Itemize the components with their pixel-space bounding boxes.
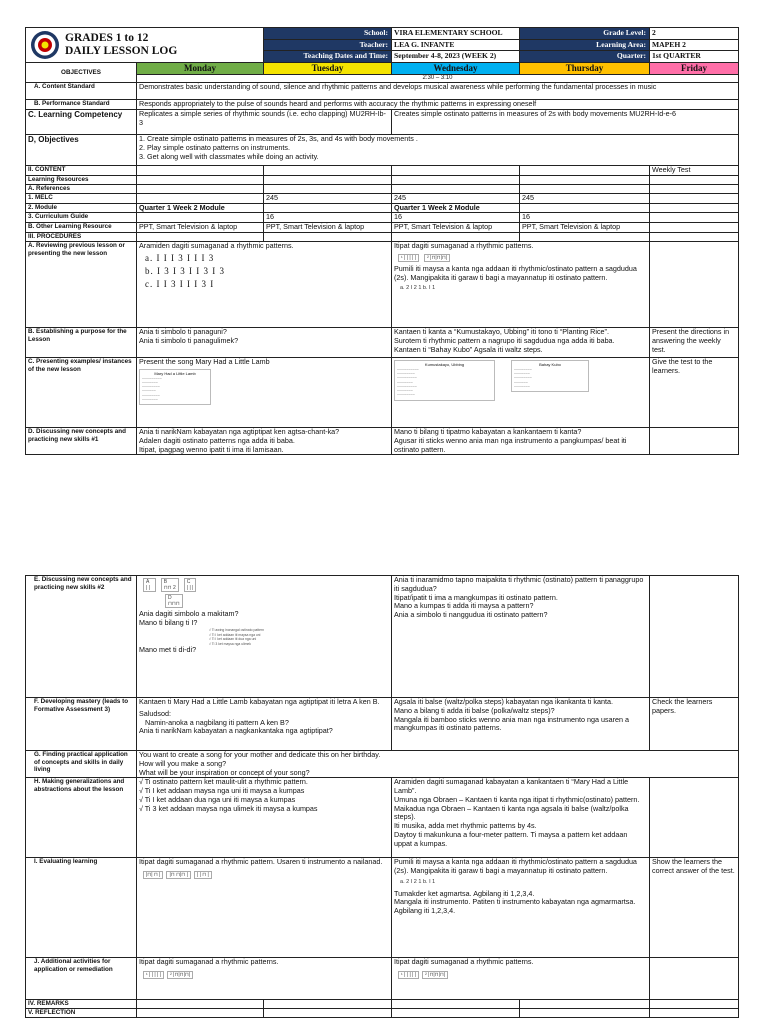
content-standard-text: Demonstrates basic understanding of sound, silence and rhythmic patterns and develops musical awareness while performing the fundamental processes in music — [137, 83, 739, 100]
melc-thursday: 245 — [520, 193, 650, 203]
day-thursday: Thursday — [520, 63, 650, 75]
reviewing-instruction: Aramiden dagiti sumaganad a rhythmic patterns. — [139, 241, 294, 250]
label-mastery: F. Developing mastery (leads to Formative Assessment 3) — [26, 698, 137, 751]
log-title-line2: DAILY LESSON LOG — [65, 45, 178, 57]
mastery-saludsod: Saludsod: — [139, 708, 171, 718]
discussing2-wed-thu: Ania ti inaramidmo tapno maipakita ti rhythmic (ostinato) pattern ti panaggrupo iti sagdudua? Itipat/ipatit ti ima a mangkumpas iti ostinato pattern. Mano a kumpas ti adda iti maysa a pattern? Ania a simbolo ti nanggudua iti ostinato pattern? — [392, 576, 650, 698]
presenting-mon-tue — [137, 357, 392, 427]
teacher-value: LEA G. INFANTE — [392, 39, 520, 51]
generalizations-wed-thu: Aramiden dagiti sumaganad kabayatan a kankantaen ti “Mary Had a Little Lamb”. Umuna nga Obraen – Kantaen ti kanta nga itipat ti rhythmic(ostinato) pattern. Maikadua nga Obraen – Kantaen ti kanta nga agsala iti balse (waltz/polka steps). Iti musika, adda met rhythmic patterns by 4s. Daytoy ti makunkuna a four-meter pattern. Ti maysa a pattern ket addaan uppat a kumpas. — [392, 778, 650, 858]
other-monday: PPT, Smart Television & laptop — [137, 223, 264, 233]
reviewing-mon-tue — [137, 241, 392, 327]
day-monday: Monday — [137, 63, 264, 75]
dll-page-1 — [25, 27, 738, 455]
rhythm-notation: a. 2 I 2 1 b. I 1 — [400, 285, 436, 292]
pattern-b: b. I 3 I 3 I I 3 I 3 — [145, 265, 225, 276]
presenting-friday: Give the test to the learners. — [650, 357, 739, 427]
quarter-label: Quarter: — [520, 51, 650, 63]
discussing2-questions: Ania dagiti simbolo a makitam? Mano ti bilang ti I? — [139, 609, 239, 628]
purpose-mon-tue: Ania ti simbolo ti panaguni? Ania ti simbolo ti panagulimek? — [137, 327, 392, 357]
time-slot: 2:30 – 3:10 — [137, 74, 739, 82]
evaluating-wed-thu — [392, 858, 650, 958]
pattern-a: a. I I I 3 I I I 3 — [145, 252, 215, 263]
area-value: MAPEH 2 — [650, 39, 739, 51]
objective-3: 3. Get along well with classmates while doing an activity. — [139, 151, 319, 161]
day-tuesday: Tuesday — [264, 63, 392, 75]
label-discussing-2: E. Discussing new concepts and practicing new skills #2 — [26, 576, 137, 698]
additional-instruction-b: Itipat dagiti sumaganad a rhythmic patterns. — [394, 957, 534, 967]
label-reflection: V. REFLECTION — [26, 1009, 137, 1018]
mastery-mon-tue — [137, 698, 392, 751]
competency-a: Replicates a simple series of rhythmic sounds (i.e. echo clapping) MU2RH-Ib-3 — [137, 110, 392, 135]
evaluating-rhythm-notation: a. 2 I 2 1 b. I 1 — [400, 878, 436, 885]
label-curriculum-guide: 3. Curriculum Guide — [26, 213, 137, 223]
generalization-2: √ Ti I ket addaan maysa nga uni iti maysa a kumpas — [139, 786, 305, 796]
label-discussing-1: D. Discussing new concepts and practicing new skills #1 — [26, 427, 137, 454]
discussing1-wed-thu: Mano ti bilang ti tipatmo kabayatan a kankantaem ti kanta? Agusar iti sticks wenno ania man nga instrumento a pangkumpas/ beat iti ostinato pattern. — [392, 427, 650, 454]
generalization-4: √ Ti 3 ket addaan maysa nga ulimek iti maysa a kumpas — [139, 803, 318, 813]
objective-2: 2. Play simple ostinato patterns on instruments. — [139, 142, 291, 152]
reviewing-wed-thu — [392, 241, 650, 327]
log-title-cell — [26, 28, 264, 63]
module-wednesday: Quarter 1 Week 2 Module — [392, 203, 520, 213]
discussing2-notes-image: √ Ti awing incnangal ostinato pattern √ Ti I ket addaan iti maysa nga uni √ Ti I ket addaan iti dua nga uni √ Ti 3 ket maysa nga ulimek — [209, 627, 265, 646]
teacher-label: Teacher: — [264, 39, 392, 51]
area-label: Learning Area: — [520, 39, 650, 51]
additional-instruction-a: Itipat dagiti sumaganad a rhythmic patterns. — [139, 957, 279, 967]
rhythm-box-2: ² |⊓|⊓|⊓| — [424, 254, 450, 262]
additional-mon-tue: Itipat dagiti sumaganad a rhythmic patterns. ¹ | | | | | ² |⊓|⊓|⊓| — [137, 958, 392, 1000]
label-practical: G. Finding practical application of concepts and skills in daily living — [26, 751, 137, 778]
quarter-value: 1st QUARTER — [650, 51, 739, 63]
label-objectives: D, Objectives — [26, 135, 137, 166]
label-melc: 1. MELC — [26, 193, 137, 203]
grade-label: Grade Level: — [520, 28, 650, 40]
objective-1: 1. Create simple ostinato patterns in measures of 2s, 3s, and 4s with body movements . — [139, 134, 418, 144]
label-module: 2. Module — [26, 203, 137, 213]
grade-value: 2 — [650, 28, 739, 40]
label-presenting: C. Presenting examples/ instances of the new lesson — [26, 357, 137, 427]
dates-label: Teaching Dates and Time: — [264, 51, 392, 63]
objectives-header: OBJECTIVES — [26, 63, 137, 83]
performance-standard-text: Responds appropriately to the pulse of sounds heard and performs with accuracy the rhythmic patterns in expressing oneself — [137, 100, 739, 110]
evaluating-b-march: Tumakder ket agmartsa. Agbilang iti 1,2,3,4. Mangala iti instrumento. Patiten ti instrumento kabayatan nga agmarmartsa. Agbilang iti 1,2,3,4. — [394, 888, 636, 916]
practical-text: You want to create a song for your mother and dedicate this on her birthday. How will you make a song? What will be your inspiration or concept of your song? — [137, 751, 739, 778]
school-label: School: — [264, 28, 392, 40]
reviewing-b-instruction: Itipat dagiti sumaganad a rhythmic patterns. — [394, 241, 534, 250]
song-bahay-title: Bahay Kubo — [539, 361, 561, 367]
purpose-friday: Present the directions in answering the weekly test. — [650, 327, 739, 357]
mastery-question-2: Ania ti narikNam kabayatan a nagkankantaka nga agtiptipat? — [139, 726, 333, 736]
mastery-question-1: Namin-anoka a nagbilang iti pattern A ken B? — [145, 717, 289, 727]
content-friday: Weekly Test — [650, 166, 739, 176]
other-wednesday: PPT, Smart Television & laptop — [392, 223, 520, 233]
pattern-c: c. I I 3 I I I 3 I — [145, 278, 215, 289]
objectives-list — [137, 135, 739, 166]
label-generalizations: H. Making generalizations and abstractions about the lesson — [26, 778, 137, 858]
evaluating-b-instruction: Pumili iti maysa a kanta nga addaan iti rhythmic/ostinato pattern a sagdudua (2s). Mangipakita iti garaw ti bagi a mayannatup iti ostinato pattern. — [394, 857, 637, 876]
reviewing-b-song: Pumili iti maysa a kanta nga addaan iti rhythmic/ostinato pattern a sagdudua (2s). Mangipakita iti garaw ti bagi a mayannatup iti ostinato pattern. — [394, 263, 637, 282]
generalization-3: √ Ti I ket addaan dua nga uni iti maysa a kumpas — [139, 794, 296, 804]
purpose-wed-thu: Kantaen ti kanta a “Kumustakayo, Ubbing” iti tono ti “Planting Rice”. Surotem ti rhythmic pattern a nagrupo iti sagdudua nga adda iti baba. Kantaen ti “Bahay Kubo” Agsala iti waltz steps. — [392, 327, 650, 357]
song-bahay-image: Bahay Kubo ~~~~~~~~~ ~~~~~~~~ ~~~~~~~~~ ~~~~~~~ ~~~~~~~~ — [511, 360, 589, 392]
label-remarks: IV. REMARKS — [26, 1000, 137, 1009]
song-kumusta-image: Kumustakayo, Ubbing ~~~~~~~~~~~ ~~~~~~~~~ ~~~~~~~~~~ ~~~~~~~~ ~~~~~~~~~~ ~~~~~~~~ ~~~~~~~~~ — [394, 360, 495, 401]
label-competency: C. Learning Competency — [26, 110, 137, 135]
dates-value: September 4-8, 2023 (WEEK 2) — [392, 51, 520, 63]
song-mary-image: Mary Had a Little Lamb ~~~~~~~~~~ ~~~~~~~~ ~~~~~~~~~ ~~~~~~~ ~~~~~~~~~ ~~~~~~~~ — [139, 369, 211, 405]
mastery-instruction: Kantaen ti Mary Had a Little Lamb kabayatan nga agtiptipat iti letra A ken B. — [139, 697, 380, 706]
module-monday: Quarter 1 Week 2 Module — [137, 203, 264, 213]
deped-seal-icon — [30, 30, 60, 60]
label-resources: Learning Resources — [26, 175, 137, 184]
label-content: II. CONTENT — [26, 166, 137, 176]
cg-tuesday: 16 — [264, 213, 392, 223]
presenting-wed-thu — [392, 357, 650, 427]
label-other-resource: B. Other Learning Resource — [26, 223, 137, 233]
school-value: VIRA ELEMENTARY SCHOOL — [392, 28, 520, 40]
cg-thursday: 16 — [520, 213, 650, 223]
discussing1-mon-tue: Ania ti narikNam kabayatan nga agtiptipat ken agtsa-chant-ka? Adalen dagiti ostinato patterns nga adda iti baba. Itipat, ipagpag wenno ipatit ti ima iti lamisaan. — [137, 427, 392, 454]
label-evaluating: I. Evaluating learning — [26, 858, 137, 958]
song-kumusta-title: Kumustakayo, Ubbing — [424, 361, 465, 367]
day-friday: Friday — [650, 63, 739, 75]
generalization-1: √ Ti ostinato pattern ket maulit-ulit a rhythmic pattern. — [139, 777, 308, 787]
evaluating-friday: Show the learners the correct answer of the test. — [650, 858, 739, 958]
discussing2-mon-tue — [137, 576, 392, 698]
discussing2-question-2: Mano met ti di-di? — [139, 645, 197, 655]
label-additional: J. Additional activities for application or remediation — [26, 958, 137, 1000]
label-content-standard: A. Content Standard — [26, 83, 137, 100]
evaluating-instruction: Itipat dagiti sumaganad a rhythmic pattern. Usaren ti instrumento a nailanad. — [139, 857, 383, 867]
log-title-line1: GRADES 1 to 12 — [65, 31, 149, 44]
label-references: A. References — [26, 184, 137, 193]
evaluating-rhythm-boxes: |⊓| ⊓ | |⊓ ⊓|⊓ | | | ⊓ | — [143, 870, 389, 879]
additional-wed-thu: Itipat dagiti sumaganad a rhythmic patterns. ¹ | | | | | ² |⊓|⊓|⊓| — [392, 958, 650, 1000]
cg-wednesday: 16 — [392, 213, 520, 223]
ostinato-pattern-image: A | | B ⊓⊓ 2 C | | | D ⊓⊓⊓ — [143, 578, 389, 608]
generalizations-mon-tue — [137, 778, 392, 858]
label-purpose: B. Establishing a purpose for the Lesson — [26, 327, 137, 357]
day-wednesday: Wednesday — [392, 63, 520, 75]
dll-table-bottom — [25, 575, 739, 1018]
other-thursday: PPT, Smart Television & laptop — [520, 223, 650, 233]
label-performance-standard: B. Performance Standard — [26, 100, 137, 110]
dll-page-2 — [25, 575, 738, 1018]
competency-b: Creates simple ostinato patterns in measures of 2s with body movements MU2RH-Id-e-6 — [392, 110, 739, 135]
label-procedures: III. PROCEDURES — [26, 232, 137, 241]
evaluating-mon-tue — [137, 858, 392, 958]
melc-tuesday: 245 — [264, 193, 392, 203]
other-tuesday: PPT, Smart Television & laptop — [264, 223, 392, 233]
label-reviewing: A. Reviewing previous lesson or presenting the new lesson — [26, 241, 137, 327]
melc-wednesday: 245 — [392, 193, 520, 203]
mastery-wed-thu: Agsala iti balse (waltz/polka steps) kabayatan nga ikankanta ti kanta. Mano a bilang ti adda iti balse (polka/waltz steps)? Mangala iti bamboo sticks wenno ania man nga instrumento nga usaren a mangkumpas iti ostinato patterns. — [392, 698, 650, 751]
mastery-friday: Check the learners papers. — [650, 698, 739, 751]
presenting-instruction: Present the song Mary Had a Little Lamb — [139, 357, 270, 366]
rhythm-box-1: ¹ | | | | | — [398, 254, 419, 262]
song-mary-title: Mary Had a Little Lamb — [154, 370, 196, 376]
dll-table-top — [25, 27, 739, 455]
